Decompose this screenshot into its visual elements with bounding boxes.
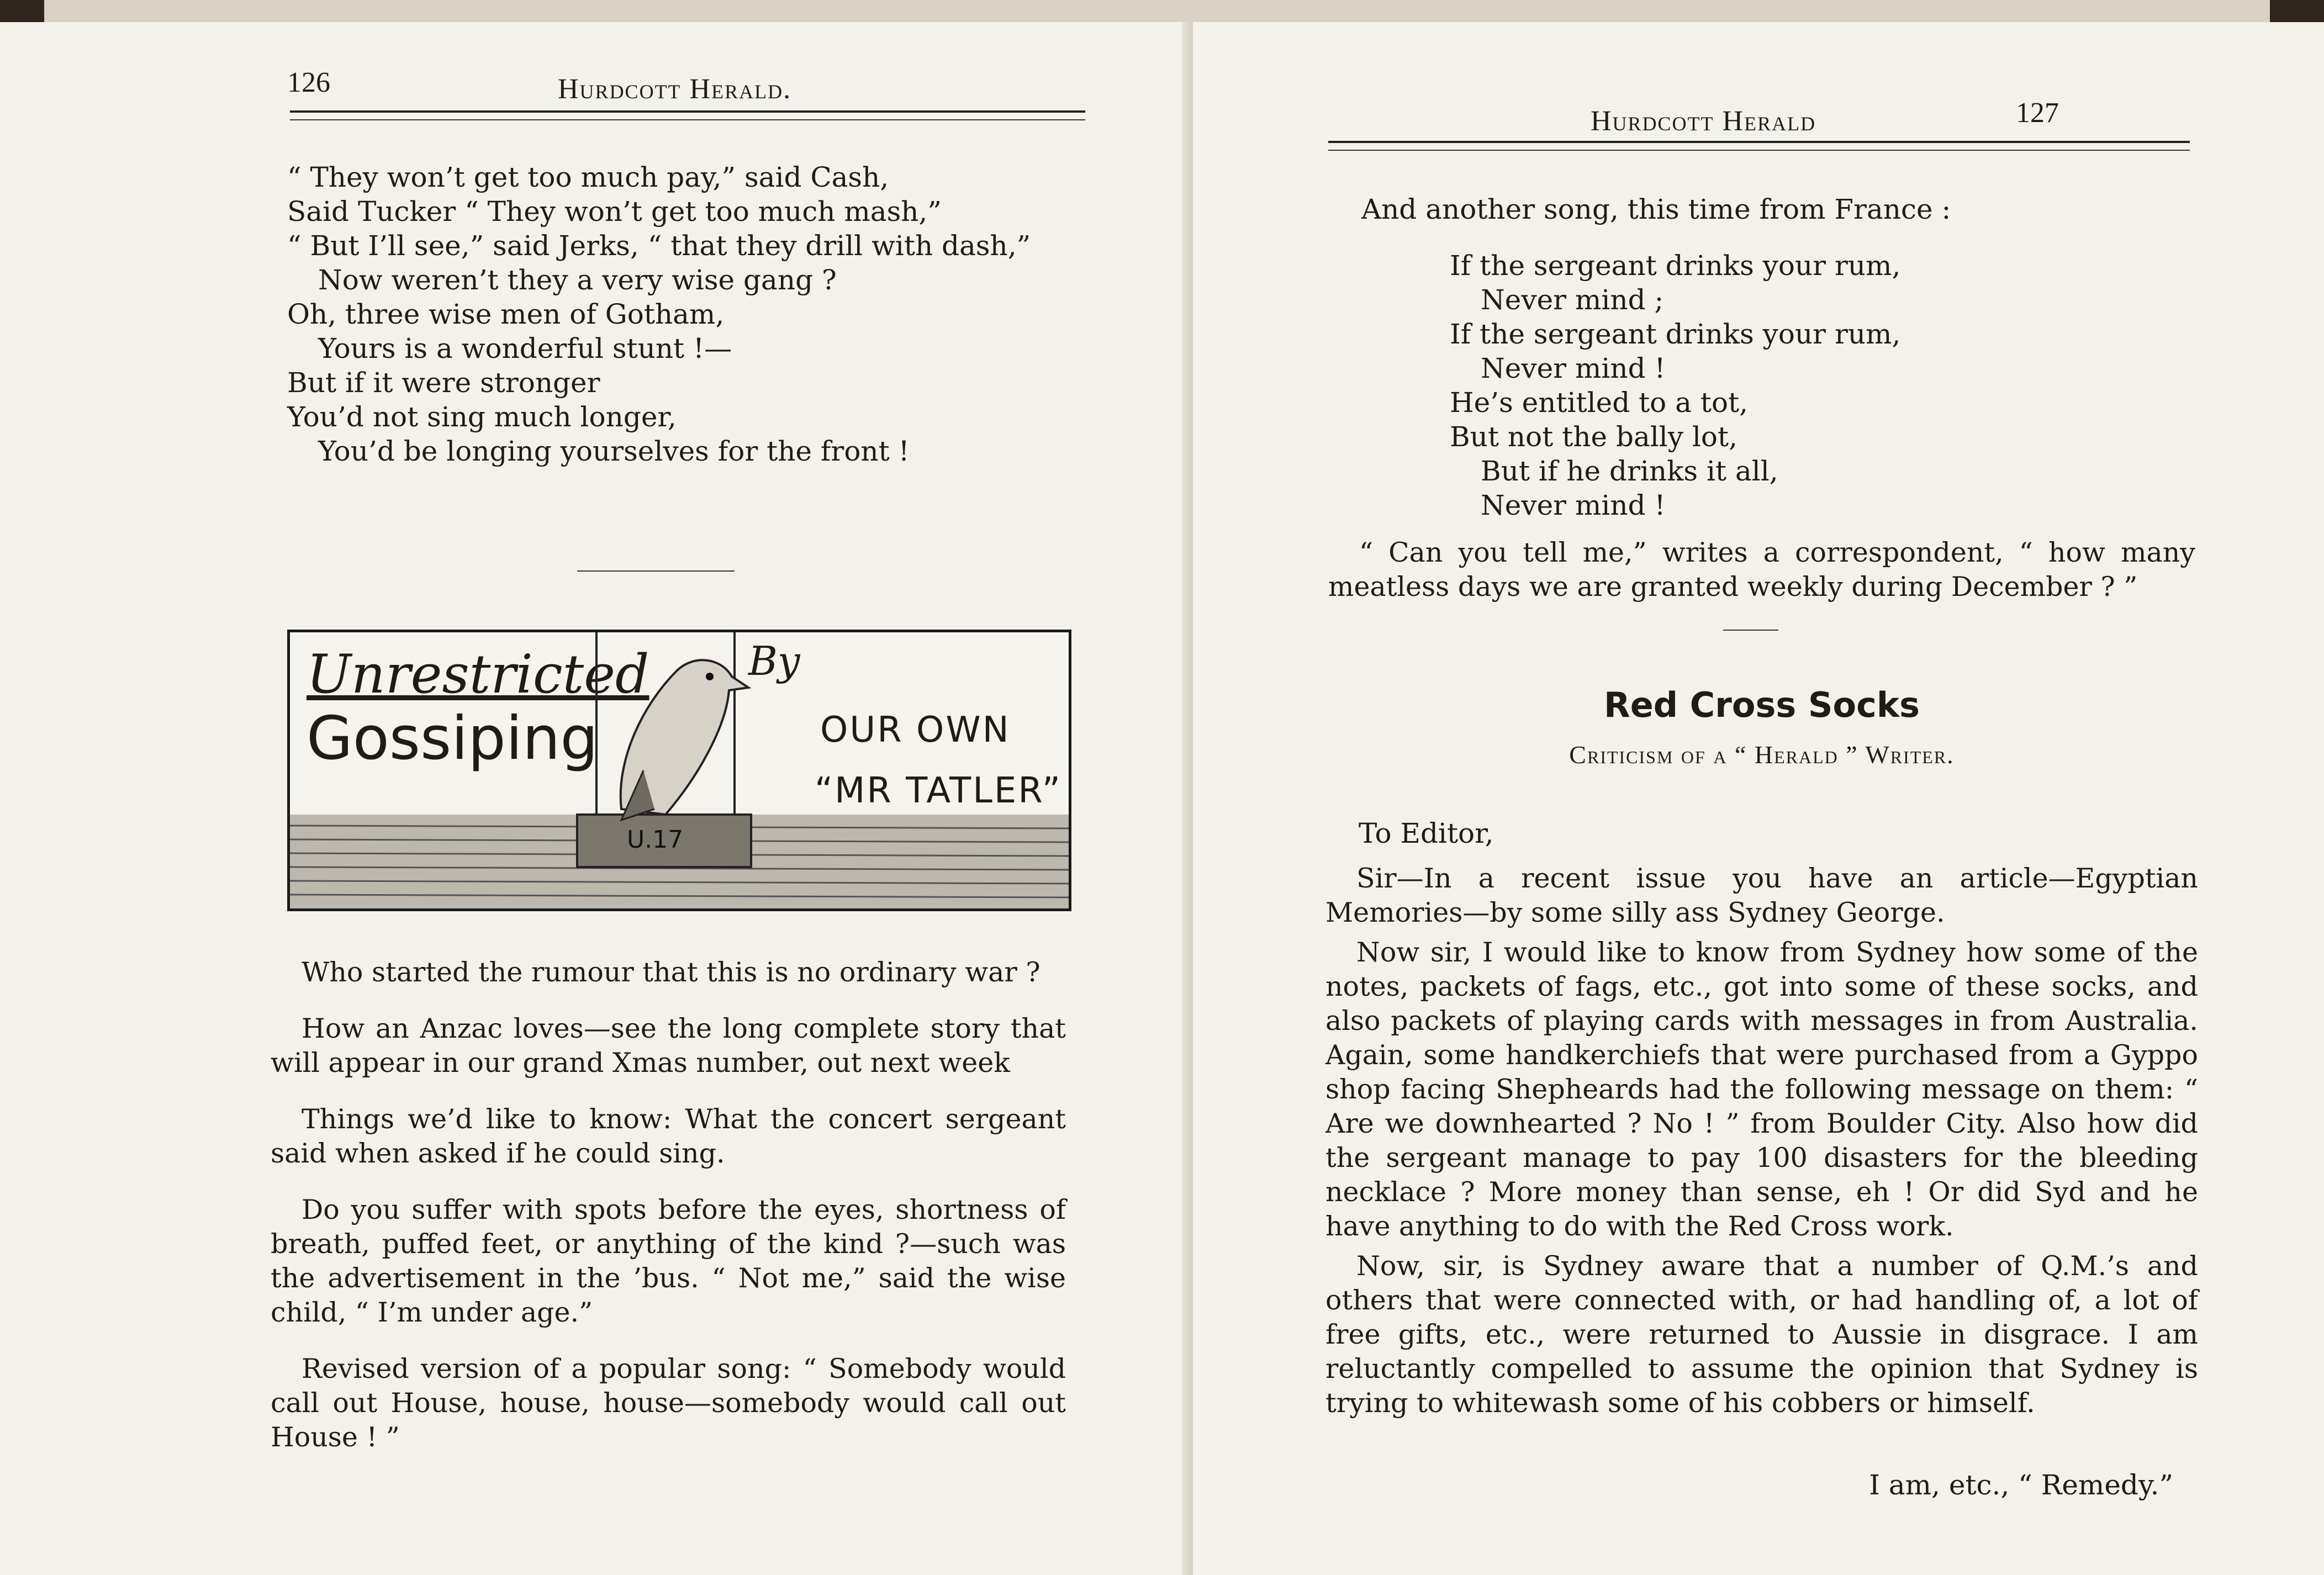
- banner-by: By: [748, 638, 800, 684]
- header-rule-left: [290, 110, 1085, 113]
- banner-title-line1: Unrestricted: [307, 643, 649, 705]
- poem-line: But if it were stronger: [287, 367, 600, 399]
- paragraph: How an Anzac loves—see the long complete story that will appear in our grand Xmas number, out next week: [271, 1013, 1066, 1079]
- poem-line: He’s entitled to a tot,: [1450, 387, 1749, 419]
- song-intro: And another song, this time from France :: [1361, 193, 1951, 225]
- correspondent-question: “ Can you tell me,” writes a correspondent, “ how many meatless days we are granted weekly during December ? ”: [1328, 537, 2195, 602]
- page-number-right: 127: [2016, 97, 2059, 129]
- poem-line: Now weren’t they a very wise gang ?: [318, 264, 837, 296]
- poem-right: [1450, 249, 1900, 522]
- page-top-edge: [44, 0, 2270, 22]
- page-number-left: 126: [287, 67, 330, 98]
- paragraph: Revised version of a popular song: “ Somebody would call out House, house, house—somebody would call out House ! ”: [271, 1353, 1066, 1453]
- unrestricted-gossiping-banner: [287, 630, 1071, 911]
- poem-line: If the sergeant drinks your rum,: [1450, 250, 1901, 282]
- paragraph: Who started the rumour that this is no ordinary war ?: [302, 956, 1040, 988]
- poem-line: You’d not sing much longer,: [287, 401, 677, 433]
- letter-signature: I am, etc., “ Remedy.”: [1869, 1469, 2173, 1501]
- article-title: Red Cross Socks: [1604, 685, 1920, 725]
- article-subtitle: Criticism of a “ Herald ” Writer.: [1569, 741, 1955, 769]
- banner-author-line1: OUR OWN: [820, 710, 1011, 750]
- running-head-right: Hurdcott Herald: [1591, 105, 1816, 137]
- poem-line: Said Tucker “ They won’t get too much mash,”: [287, 195, 942, 228]
- section-divider-left: [577, 570, 735, 572]
- letter-paragraph: Now sir, I would like to know from Sydney how some of the notes, packets of fags, etc., got into some of these socks, and also packets of playing cards with messages in from Australia. Again, some handkerchiefs that were purchased from a Gyppo shop facing Shepheards had the following message on them: “ Are we downhearted ? No ! ” from Boulder City. Also how did the sergeant manage to pay 100 disasters for the bleeding necklace ? More money than sense, eh ! Or did Syd and he have anything to do with the Red Cross work.: [1325, 937, 2198, 1242]
- letter-body: [1325, 862, 2198, 1420]
- poem-left: [287, 160, 1031, 468]
- running-head-left: Hurdcott Herald.: [558, 73, 792, 105]
- section-divider-right: [1723, 630, 1778, 631]
- submarine-label: U.17: [627, 826, 684, 854]
- poem-line: Never mind !: [1481, 489, 1666, 521]
- poem-line: Never mind ;: [1481, 284, 1664, 316]
- letter-salutation: To Editor,: [1359, 817, 1494, 849]
- left-paragraphs: [271, 955, 1066, 1455]
- letter-paragraph: Now, sir, is Sydney aware that a number of Q.M.’s and others that were connected with, or had handling of, a lot of free gifts, etc., were returned to Aussie in disgrace. I am reluctantly compelled to assume the opinion that Sydney is trying to whitewash some of his cobbers or himself.: [1325, 1250, 2198, 1419]
- poem-line: But not the bally lot,: [1450, 421, 1738, 453]
- paragraph: Things we’d like to know: What the concert sergeant said when asked if he could sing.: [271, 1103, 1066, 1169]
- poem-line: Oh, three wise men of Gotham,: [287, 298, 725, 330]
- poem-line: “ They won’t get too much pay,” said Cash,: [287, 161, 889, 193]
- banner-author-line2: “MR TATLER”: [815, 770, 1062, 811]
- poem-line: Yours is a wonderful stunt !—: [318, 332, 732, 364]
- poem-line: “ But I’ll see,” said Jerks, “ that they drill with dash,”: [287, 230, 1031, 262]
- paragraph: Do you suffer with spots before the eyes, shortness of breath, puffed feet, or anything of the kind ?—such was the advertisement in the ’bus. “ Not me,” said the wise child, “ I’m under age.”: [271, 1194, 1066, 1328]
- banner-frame: [287, 630, 1071, 911]
- header-rule-left-thin: [290, 119, 1085, 120]
- poem-line: But if he drinks it all,: [1481, 455, 1778, 487]
- right-page: [1193, 22, 2324, 1575]
- left-page: [0, 22, 1194, 1575]
- kookaburra-submarine-illustration: [290, 632, 1069, 908]
- poem-line: You’d be longing yourselves for the front !: [318, 435, 910, 467]
- header-rule-right: [1328, 141, 2190, 143]
- letter-paragraph: Sir—In a recent issue you have an article—Egyptian Memories—by some silly ass Sydney George.: [1325, 863, 2198, 928]
- poem-line: Never mind !: [1481, 352, 1666, 384]
- header-rule-right-thin: [1328, 150, 2190, 151]
- poem-line: If the sergeant drinks your rum,: [1450, 318, 1901, 350]
- banner-title-line2: Gossiping: [307, 704, 598, 773]
